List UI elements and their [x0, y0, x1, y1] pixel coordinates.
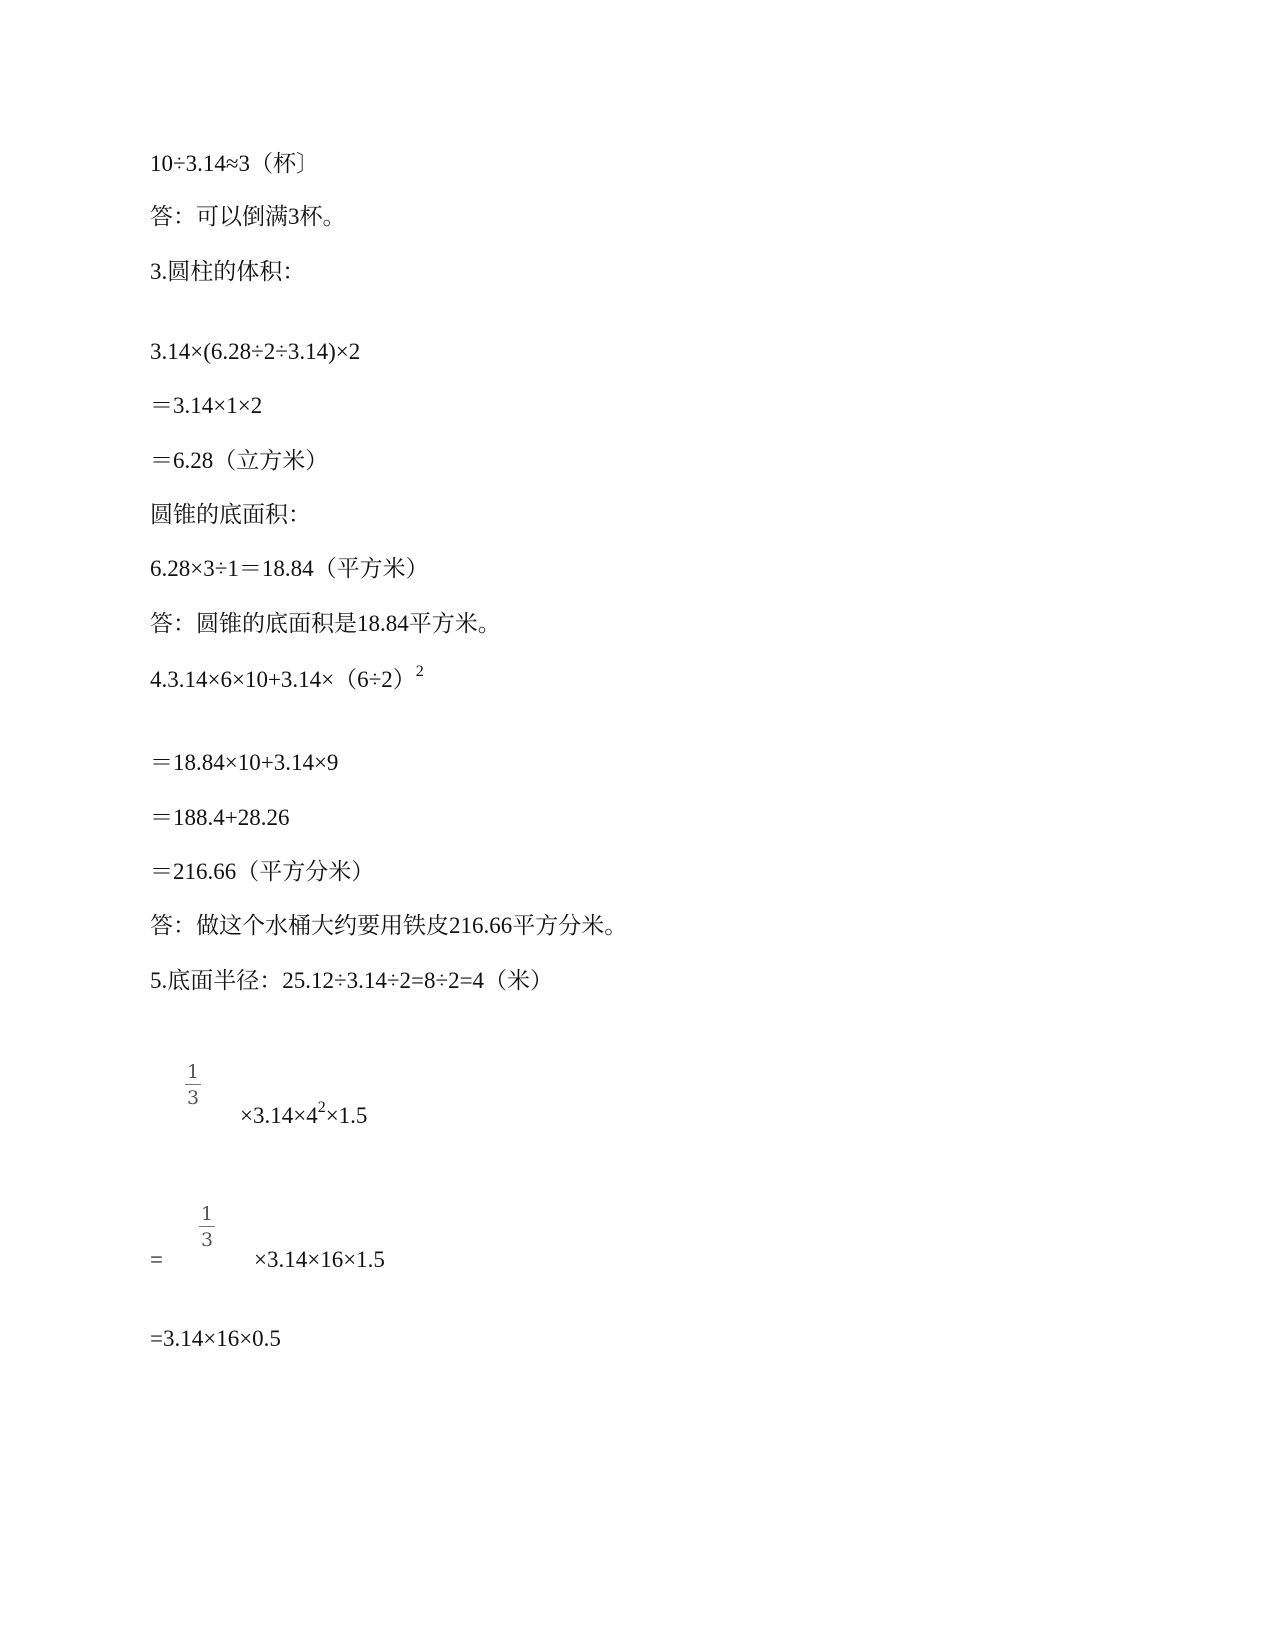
answer-line-bucket: 答：做这个水桶大约要用铁皮216.66平方分米。: [150, 913, 628, 938]
fraction-numerator: 1: [186, 1061, 200, 1083]
calc-line-cone-volume-2: ×3.14×16×1.5: [254, 1247, 385, 1272]
calc-line-cone-volume-1: [240, 1099, 368, 1130]
calc-line-cylinder-1: 3.14×(6.28÷2÷3.14)×2: [150, 339, 361, 364]
calc-line-bucket-3: ＝216.66（平方分米）: [150, 859, 375, 884]
calc-line-bucket-2: ＝188.4+28.26: [150, 805, 290, 830]
calc-line-cone-volume-3: =3.14×16×0.5: [150, 1326, 281, 1351]
calc-line-cylinder-2: ＝3.14×1×2: [150, 393, 263, 418]
equals-sign: =: [150, 1247, 163, 1272]
cone-volume-expression-part-1: ×3.14×4: [240, 1103, 318, 1128]
cone-volume-expression-part-2: ×1.5: [325, 1103, 368, 1128]
section-4-line: [150, 663, 424, 694]
exponent: 2: [317, 1099, 326, 1116]
calc-line-bucket-1: ＝18.84×10+3.14×9: [150, 750, 339, 775]
fraction-one-third: [185, 1062, 201, 1108]
exponent: 2: [415, 663, 424, 680]
answer-line-cups: 答：可以倒满3杯。: [150, 204, 346, 229]
fraction-bar: [185, 1084, 201, 1085]
fraction-bar: [199, 1226, 215, 1227]
section-5-radius-line: 5.底面半径：25.12÷3.14÷2=8÷2=4（米）: [150, 968, 554, 993]
fraction-numerator: 1: [200, 1203, 214, 1225]
calc-line-cups: 10÷3.14≈3（杯〕: [150, 151, 319, 176]
fraction-denominator: 3: [186, 1087, 200, 1109]
fraction-one-third: [199, 1204, 215, 1250]
section-3-heading: 3.圆柱的体积：: [150, 259, 306, 284]
calc-line-cylinder-3: ＝6.28（立方米）: [150, 448, 329, 473]
section-4-expression: 4.3.14×6×10+3.14×（6÷2）: [150, 667, 416, 692]
cone-base-heading: 圆锥的底面积：: [150, 502, 311, 527]
answer-line-cone-base: 答：圆锥的底面积是18.84平方米。: [150, 611, 501, 636]
fraction-denominator: 3: [200, 1229, 214, 1251]
calc-line-cone-base: 6.28×3÷1＝18.84（平方米）: [150, 556, 429, 581]
